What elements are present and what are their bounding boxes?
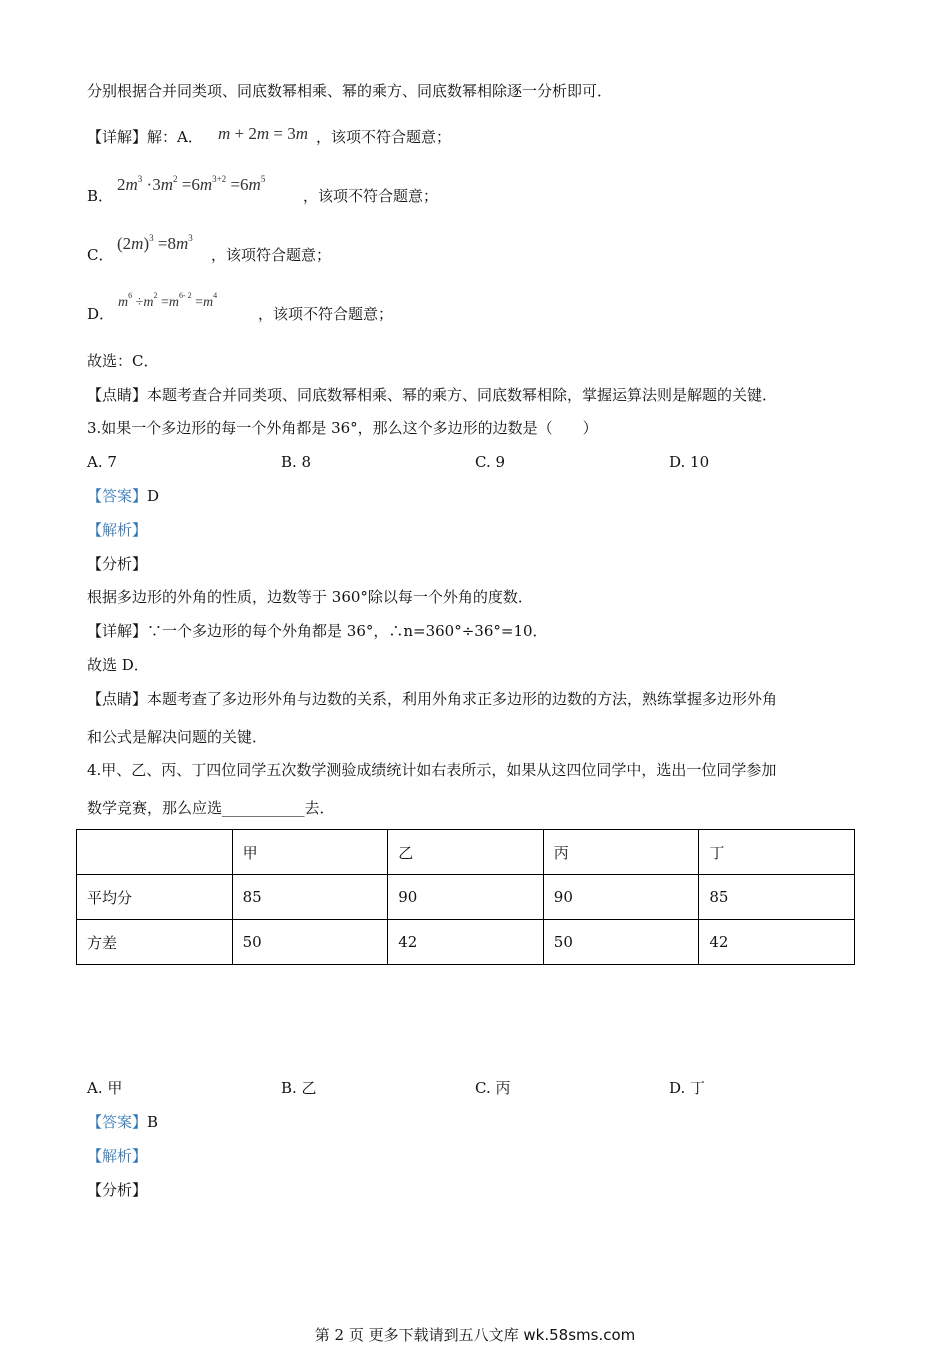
q4-option-c: C. 丙 bbox=[475, 1079, 511, 1097]
q4-stem-line1: 4.甲、乙、丙、丁四位同学五次数学测验成绩统计如右表所示，如果从这四位同学中，选出一位同学参加 bbox=[87, 761, 777, 779]
q3-option-b: B. 8 bbox=[281, 453, 312, 471]
q2-c-math: $(2m)^3 =8m^3$ bbox=[117, 233, 193, 253]
q2-b-suffix: ，该项不符合题意； bbox=[303, 187, 439, 205]
table-header-cell bbox=[77, 830, 233, 875]
table-header-cell: 丁 bbox=[699, 830, 855, 875]
q3-fenxi-label: 【分析】 bbox=[87, 555, 148, 573]
q4-option-b: B. 乙 bbox=[281, 1079, 317, 1097]
table-cell: 42 bbox=[388, 920, 544, 965]
q2-detail-prefix: 解：A． bbox=[147, 128, 203, 146]
table-header-cell: 丙 bbox=[543, 830, 699, 875]
q2-a-suffix: ，该项不符合题意； bbox=[316, 128, 452, 146]
table-header-cell: 甲 bbox=[232, 830, 388, 875]
q2-c-suffix: ，该项符合题意； bbox=[211, 246, 332, 264]
q2-comment: 【点睛】本题考查合并同类项、同底数幂相乘、幂的乘方、同底数幂相除，掌握运算法则是解题的关键． bbox=[87, 386, 778, 404]
q3-stem: 3.如果一个多边形的每一个外角都是 36°，那么这个多边形的边数是（ ） bbox=[87, 419, 598, 437]
table-header-cell: 乙 bbox=[388, 830, 544, 875]
q3-comment-line2: 和公式是解决问题的关键． bbox=[87, 728, 268, 746]
table-cell: 90 bbox=[388, 875, 544, 920]
q2-detail-line-a bbox=[87, 127, 203, 147]
q4-score-table bbox=[76, 829, 855, 965]
table-cell: 50 bbox=[232, 920, 388, 965]
q2-b-label: B． bbox=[87, 187, 114, 205]
page-footer bbox=[0, 1324, 950, 1345]
q3-option-c: C. 9 bbox=[475, 453, 506, 471]
q4-fenxi-label: 【分析】 bbox=[87, 1181, 148, 1199]
q2-d-suffix: ，该项不符合题意； bbox=[258, 305, 394, 323]
q4-answer-value: B bbox=[147, 1113, 159, 1131]
q4-answer bbox=[87, 1112, 158, 1132]
q2-detail-label: 【详解】 bbox=[87, 128, 148, 146]
table-cell: 85 bbox=[699, 875, 855, 920]
table-cell: 85 bbox=[232, 875, 388, 920]
q2-b-math: $2m^3 \cdot 3m^2 =6m^{3+2} =6m^5$ bbox=[117, 174, 266, 194]
footer-url[interactable]: wk.58sms.com bbox=[523, 1326, 636, 1344]
q4-stem-line2: 数学竞赛，那么应选___________去． bbox=[87, 799, 335, 817]
q3-detail: 【详解】∵一个多边形的每个外角都是 36°，∴n=360°÷36°=10． bbox=[87, 622, 548, 640]
q3-option-a: A. 7 bbox=[87, 453, 117, 471]
q2-a-math: m + 2m = 3m bbox=[218, 124, 309, 143]
q3-analysis-text: 根据多边形的外角的性质，边数等于 360°除以每一个外角的度数． bbox=[87, 588, 533, 606]
footer-text: 第 2 页 更多下载请到五八文库 bbox=[314, 1326, 519, 1344]
q3-jiexi-label: 【解析】 bbox=[87, 521, 148, 539]
q3-comment-line1: 【点睛】本题考查了多边形外角与边数的关系，利用外角求正多边形的边数的方法，熟练掌握多边形外角 bbox=[87, 690, 778, 708]
q3-answer-value: D bbox=[147, 487, 160, 505]
table-cell: 90 bbox=[543, 875, 699, 920]
table-cell: 50 bbox=[543, 920, 699, 965]
q2-analysis-text: 分别根据合并同类项、同底数幂相乘、幂的乘方、同底数幂相除逐一分析即可． bbox=[87, 82, 613, 100]
q3-option-d: D. 10 bbox=[669, 453, 710, 471]
q2-d-label: D． bbox=[87, 305, 115, 323]
table-cell: 42 bbox=[699, 920, 855, 965]
q3-answer-label: 【答案】 bbox=[87, 487, 148, 505]
table-header-row bbox=[77, 830, 855, 875]
q2-choice: 故选：C． bbox=[87, 352, 159, 370]
q2-c-label: C． bbox=[87, 246, 114, 264]
q4-answer-label: 【答案】 bbox=[87, 1113, 148, 1131]
table-row bbox=[77, 920, 855, 965]
table-cell: 方差 bbox=[77, 920, 233, 965]
q3-choice: 故选 D． bbox=[87, 656, 149, 674]
q4-option-a: A. 甲 bbox=[87, 1079, 123, 1097]
q4-option-d: D. 丁 bbox=[669, 1079, 706, 1097]
q2-d-math: $m^6 \div m^2 =m^{6- 2} =m^4$ bbox=[118, 291, 218, 310]
table-cell: 平均分 bbox=[77, 875, 233, 920]
q3-answer bbox=[87, 486, 159, 506]
q4-jiexi-label: 【解析】 bbox=[87, 1147, 148, 1165]
table-row bbox=[77, 875, 855, 920]
